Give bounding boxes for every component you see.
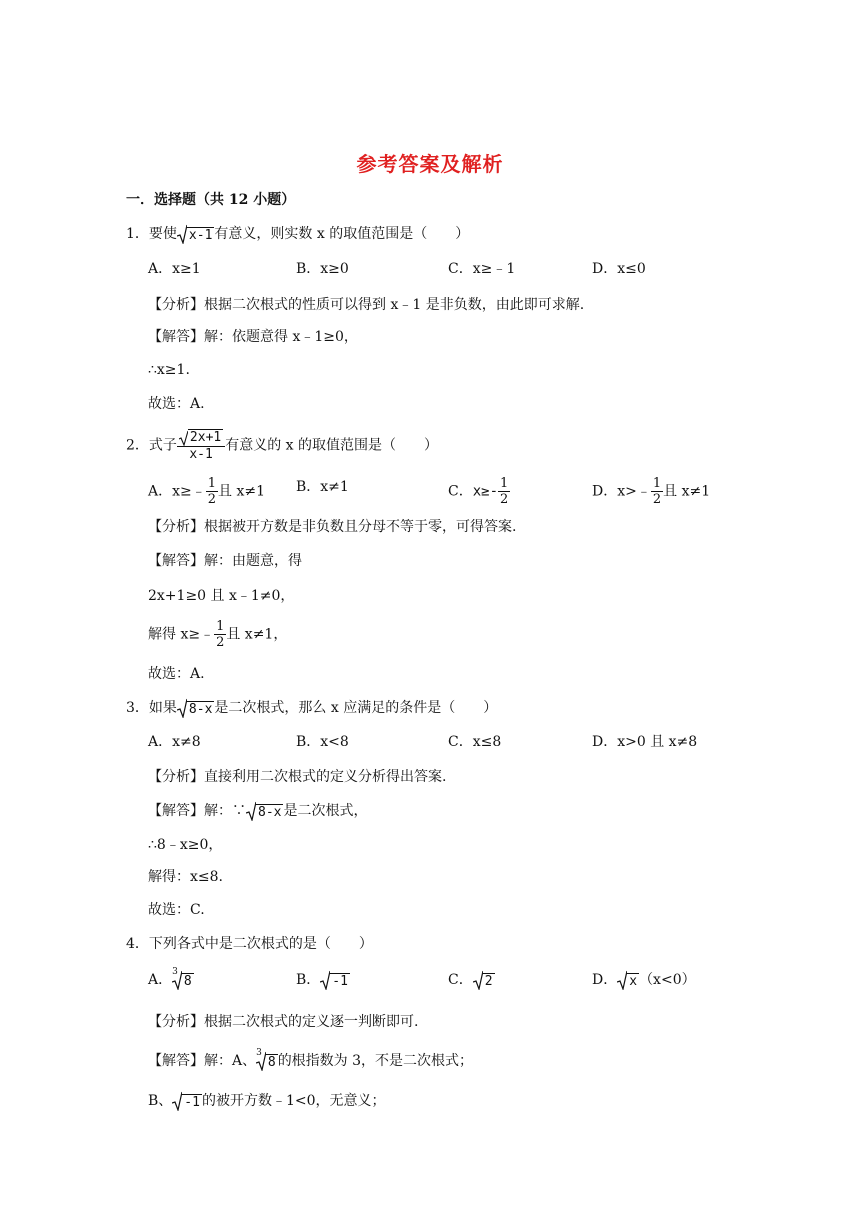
q4-answer-b: B、 -1 的被开方数﹣1<0，无意义；: [148, 1093, 386, 1110]
q3-option-a: A．x≠8: [148, 734, 201, 750]
q2-option-d: D．x>﹣ $\frac{1}{2}$ 且 x≠1: [592, 476, 711, 507]
q1-option-b: B．x≥0: [296, 261, 349, 277]
q1-step: ∴x≥1.: [148, 362, 190, 378]
q3-step-2: 解得：x≤8.: [148, 869, 223, 885]
section-heading: 一．选择题（共 12 小题）: [126, 192, 296, 208]
q1-choose: 故选：A.: [148, 396, 205, 412]
q3-step-1: ∴8﹣x≥0，: [148, 837, 223, 853]
q3-choose: 故选：C.: [148, 902, 205, 918]
q3-answer: 【解答】解：∵ 8-x 是二次根式，: [148, 803, 368, 820]
q4-option-c: C． 2: [448, 972, 493, 989]
question-4: 4．下列各式中是二次根式的是（ ）: [126, 936, 373, 952]
q3-option-c: C．x≤8: [448, 734, 502, 750]
q1-option-d: D．x≤0: [592, 261, 646, 277]
question-1: 1．要使 x-1 有意义，则实数 x 的取值范围是（ ）: [126, 226, 470, 243]
q3-option-d: D．x>0 且 x≠8: [592, 734, 698, 750]
q2-option-b: B．x≠1: [296, 479, 349, 495]
question-3: 3．如果 8-x 是二次根式，那么 x 应满足的条件是（ ）: [126, 700, 498, 717]
q4-analysis: 【分析】根据二次根式的定义逐一判断即可.: [148, 1014, 419, 1030]
q2-choose: 故选：A.: [148, 666, 205, 682]
q4-option-a: A．$^3$ 8: [148, 967, 192, 989]
q1-option-a: A．x≥1: [148, 261, 201, 277]
fraction: $\frac{2x+1}{x-1}$: [177, 429, 225, 462]
question-2: 2．式子 $\frac{2x+1}{x-1}$ 有意义的 x 的取值范围是（ ）: [126, 430, 439, 462]
q4-option-b: B． -1: [296, 972, 348, 989]
q1-answer: 【解答】解：依题意得 x﹣1≥0，: [148, 329, 358, 345]
q2-option-c: C．x≥- $\frac{1}{2}$: [448, 476, 509, 507]
radical: x-1: [177, 224, 214, 244]
q2-solution: 解得 x≥﹣ $\frac{1}{2}$ 且 x≠1，: [148, 619, 288, 650]
q4-answer: 【解答】解：A、$^3$ 8 的根指数为 3，不是二次根式；: [148, 1048, 474, 1070]
q1-option-c: C．x≥﹣1: [448, 261, 516, 277]
q4-option-d: D． x （x<0）: [592, 972, 696, 989]
q2-condition: 2x+1≥0 且 x﹣1≠0，: [148, 588, 295, 604]
q2-answer: 【解答】解：由题意，得: [148, 553, 302, 569]
q3-option-b: B．x<8: [296, 734, 349, 750]
q2-option-a: A．x≥﹣ $\frac{1}{2}$ 且 x≠1: [148, 476, 266, 507]
q3-analysis: 【分析】直接利用二次根式的定义分析得出答案.: [148, 769, 447, 785]
q2-analysis: 【分析】根据被开方数是非负数且分母不等于零，可得答案.: [148, 519, 517, 535]
page-title: 参考答案及解析: [356, 152, 504, 176]
q1-analysis: 【分析】根据二次根式的性质可以得到 x﹣1 是非负数，由此即可求解.: [148, 297, 585, 313]
